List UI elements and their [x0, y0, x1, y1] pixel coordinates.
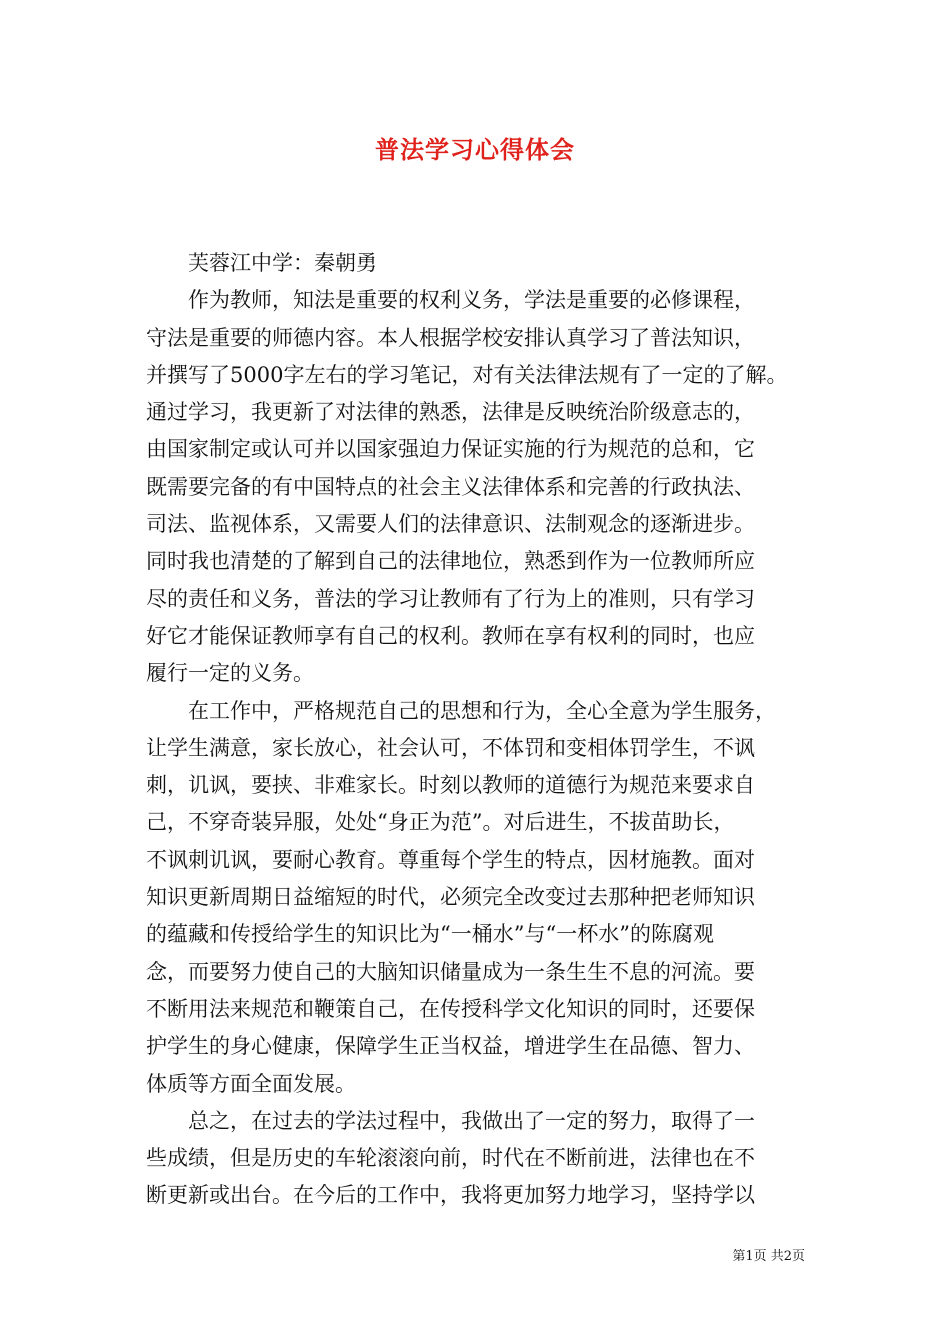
body-line: 尽的责任和义务，普法的学习让教师有了行为上的准则，只有学习	[146, 586, 755, 611]
body-line: 在工作中，严格规范自己的思想和行为，全心全意为学生服务，	[188, 698, 776, 723]
body-line: 好它才能保证教师享有自己的权利。教师在享有权利的同时，也应	[146, 623, 755, 648]
body-line: 履行一定的义务。	[146, 661, 314, 686]
body-line: 断更新或出台。在今后的工作中，我将更加努力地学习，坚持学以	[146, 1183, 755, 1208]
body-line: 知识更新周期日益缩短的时代，必须完全改变过去那种把老师知识	[146, 885, 755, 910]
body-line: 同时我也清楚的了解到自己的法律地位，熟悉到作为一位教师所应	[146, 549, 755, 574]
body-line: 己，不穿奇装异服，处处“身正为范”。对后进生，不拔苗助长，	[146, 810, 735, 835]
body-line: 刺，讥讽，要挟、非难家长。时刻以教师的道德行为规范来要求自	[146, 773, 755, 798]
page-number: 第1页 共2页	[732, 1249, 805, 1264]
body-line: 不断用法来规范和鞭策自己，在传授科学文化知识的同时，还要保	[146, 996, 755, 1021]
body-line: 些成绩，但是历史的车轮滚滚向前，时代在不断前进，法律也在不	[146, 1146, 755, 1171]
document-title: 普法学习心得体会	[375, 135, 575, 164]
body-line: 让学生满意，家长放心，社会认可，不体罚和变相体罚学生，不讽	[146, 735, 755, 760]
body-line: 并撰写了5000字左右的学习笔记，对有关法律法规有了一定的了解。	[146, 362, 788, 387]
body-line: 总之，在过去的学法过程中，我做出了一定的努力，取得了一	[188, 1108, 755, 1133]
body-line: 芙蓉江中学：秦朝勇	[188, 251, 377, 275]
document-body	[146, 245, 826, 1215]
body-line: 作为教师，知法是重要的权利义务，学法是重要的必修课程，	[188, 288, 755, 313]
body-line: 通过学习，我更新了对法律的熟悉，法律是反映统治阶级意志的，	[146, 400, 755, 425]
body-line: 由国家制定或认可并以国家强迫力保证实施的行为规范的总和，它	[146, 437, 755, 462]
body-line: 守法是重要的师德内容。本人根据学校安排认真学习了普法知识，	[146, 325, 755, 350]
body-line: 的蕴藏和传授给学生的知识比为“一桶水”与“一杯水”的陈腐观	[146, 922, 714, 947]
body-line: 司法、监视体系，又需要人们的法律意识、法制观念的逐渐进步。	[146, 512, 755, 537]
body-line: 不讽刺讥讽，要耐心教育。尊重每个学生的特点，因材施教。面对	[146, 847, 755, 872]
body-line: 念，而要努力使自己的大脑知识储量成为一条生生不息的河流。要	[146, 959, 755, 984]
body-line: 护学生的身心健康，保障学生正当权益，增进学生在品德、智力、	[146, 1034, 755, 1059]
body-line: 体质等方面全面发展。	[146, 1071, 356, 1096]
body-line: 既需要完备的有中国特点的社会主义法律体系和完善的行政执法、	[146, 474, 755, 499]
